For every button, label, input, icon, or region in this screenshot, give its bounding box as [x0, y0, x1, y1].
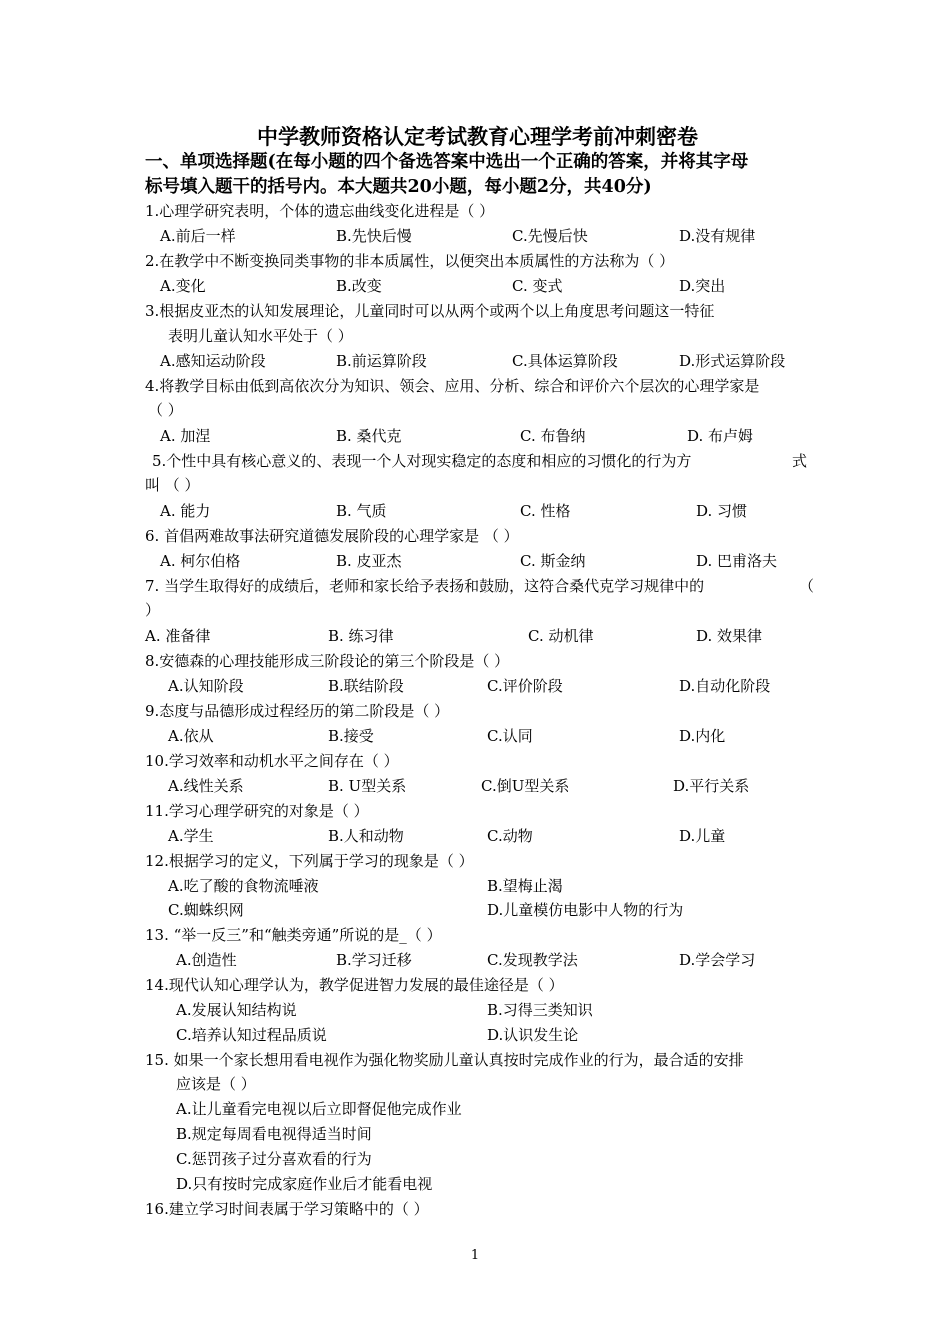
q12-option-b: B.望梅止渴: [487, 877, 563, 895]
q1-option-b: B.先快后慢: [336, 227, 412, 245]
section-heading-line-2: 标号填入题干的括号内。本大题共20小题，每小题2分，共40分): [145, 177, 652, 197]
q10-option-a: A.线性关系: [168, 777, 244, 795]
q4-option-d: D. 布卢姆: [687, 427, 754, 445]
question-4-line-2: （ ）: [148, 401, 183, 419]
q7-option-a: A. 准备律: [145, 627, 211, 645]
q9-option-b: B.接受: [328, 727, 374, 745]
q6-option-c: C. 斯金纳: [520, 552, 586, 570]
question-5-line-1: 5.个性中具有核心意义的、表现一个人对现实稳定的态度和相应的习惯化的行为方: [152, 452, 692, 470]
q12-option-c: C.蜘蛛织网: [168, 901, 244, 919]
q4-option-b: B. 桑代克: [336, 427, 402, 445]
q3-option-a: A.感知运动阶段: [160, 352, 266, 370]
question-15-line-2: 应该是（ ）: [176, 1075, 256, 1093]
question-3-line-1: 3.根据皮亚杰的认知发展理论，儿童同时可以从两个或两个以上角度思考问题这一特征: [145, 302, 715, 320]
q14-option-b: B.习得三类知识: [487, 1001, 593, 1019]
q15-option-b: B.规定每周看电视得适当时间: [176, 1125, 372, 1143]
q13-option-b: B.学习迁移: [336, 951, 412, 969]
q9-option-d: D.内化: [679, 727, 726, 745]
question-7-line-1: 7. 当学生取得好的成绩后，老师和家长给予表扬和鼓励，这符合桑代克学习规律中的: [145, 577, 705, 595]
q3-option-b: B.前运算阶段: [336, 352, 427, 370]
q11-option-d: D.儿童: [679, 827, 726, 845]
section-heading-line-1: 一、单项选择题(在每小题的四个备选答案中选出一个正确的答案，并将其字母: [145, 152, 749, 172]
q13-option-a: A.创造性: [176, 951, 237, 969]
q6-option-d: D. 巴甫洛夫: [696, 552, 778, 570]
page-title: 中学教师资格认定考试教育心理学考前冲刺密卷: [257, 124, 698, 149]
page-number: 1: [470, 1248, 480, 1263]
question-4-line-1: 4.将教学目标由低到高依次分为知识、领会、应用、分析、综合和评价六个层次的心理学家是: [145, 377, 760, 395]
q12-option-a: A.吃了酸的食物流唾液: [168, 877, 319, 895]
question-3-line-2: 表明儿童认知水平处于（ ）: [168, 327, 353, 345]
q13-option-d: D.学会学习: [679, 951, 756, 969]
q8-option-b: B.联结阶段: [328, 677, 404, 695]
q12-option-d: D.儿童模仿电影中人物的行为: [487, 901, 684, 919]
q6-option-a: A. 柯尔伯格: [160, 552, 241, 570]
q4-option-a: A. 加涅: [160, 427, 211, 445]
q1-option-c: C.先慢后快: [512, 227, 588, 245]
q2-option-b: B.改变: [336, 277, 382, 295]
question-9: 9.态度与品德形成过程经历的第二阶段是（ ）: [145, 702, 450, 720]
q3-option-d: D.形式运算阶段: [679, 352, 786, 370]
question-1: 1.心理学研究表明，个体的遗忘曲线变化进程是（ ）: [145, 202, 495, 220]
q10-option-b: B. U型关系: [328, 777, 407, 795]
q2-option-d: D.突出: [679, 277, 726, 295]
q14-option-d: D.认识发生论: [487, 1026, 579, 1044]
question-12: 12.根据学习的定义，下列属于学习的现象是（ ）: [145, 852, 474, 870]
q14-option-a: A.发展认知结构说: [176, 1001, 297, 1019]
question-6: 6. 首倡两难故事法研究道德发展阶段的心理学家是 （ ）: [145, 527, 519, 545]
question-7-line-2: ）: [145, 601, 161, 619]
question-14: 14.现代认知心理学认为，教学促进智力发展的最佳途径是（ ）: [145, 976, 564, 994]
q7-option-b: B. 练习律: [328, 627, 394, 645]
q5-option-d: D. 习惯: [696, 502, 748, 520]
q8-option-d: D.自动化阶段: [679, 677, 771, 695]
question-15-line-1: 15. 如果一个家长想用看电视作为强化物奖励儿童认真按时完成作业的行为，最合适的安排: [145, 1051, 744, 1069]
question-5-line-1-end: 式: [792, 452, 808, 470]
q14-option-c: C.培养认知过程品质说: [176, 1026, 327, 1044]
q2-option-a: A.变化: [160, 277, 206, 295]
q15-option-c: C.惩罚孩子过分喜欢看的行为: [176, 1150, 372, 1168]
q15-option-d: D.只有按时完成家庭作业后才能看电视: [176, 1175, 433, 1193]
q9-option-c: C.认同: [487, 727, 533, 745]
q5-option-a: A. 能力: [160, 502, 211, 520]
question-8: 8.安德森的心理技能形成三阶段论的第三个阶段是（ ）: [145, 652, 510, 670]
q5-option-b: B. 气质: [336, 502, 387, 520]
question-10: 10.学习效率和动机水平之间存在（ ）: [145, 752, 399, 770]
q9-option-a: A.依从: [168, 727, 214, 745]
q4-option-c: C. 布鲁纳: [520, 427, 586, 445]
q13-option-c: C.发现教学法: [487, 951, 578, 969]
q10-option-d: D.平行关系: [673, 777, 750, 795]
question-11: 11.学习心理学研究的对象是（ ）: [145, 802, 369, 820]
q7-option-d: D. 效果律: [696, 627, 763, 645]
q8-option-a: A.认知阶段: [168, 677, 244, 695]
question-2: 2.在教学中不断变换同类事物的非本质属性，以便突出本质属性的方法称为（ ）: [145, 252, 675, 270]
question-5-line-2: 叫 （ ）: [145, 476, 200, 494]
question-16: 16.建立学习时间表属于学习策略中的（ ）: [145, 1200, 429, 1218]
q11-option-b: B.人和动物: [328, 827, 404, 845]
q10-option-c: C.倒U型关系: [481, 777, 570, 795]
q8-option-c: C.评价阶段: [487, 677, 563, 695]
q1-option-a: A.前后一样: [160, 227, 236, 245]
question-13: 13. “举一反三”和“触类旁通”所说的是_（ ）: [145, 926, 442, 944]
q6-option-b: B. 皮亚杰: [336, 552, 402, 570]
question-7-line-1-end: （: [799, 577, 815, 595]
q2-option-c: C. 变式: [512, 277, 563, 295]
q7-option-c: C. 动机律: [528, 627, 594, 645]
q15-option-a: A.让儿童看完电视以后立即督促他完成作业: [176, 1100, 462, 1118]
q11-option-a: A.学生: [168, 827, 214, 845]
q11-option-c: C.动物: [487, 827, 533, 845]
q3-option-c: C.具体运算阶段: [512, 352, 618, 370]
q5-option-c: C. 性格: [520, 502, 571, 520]
q1-option-d: D.没有规律: [679, 227, 756, 245]
